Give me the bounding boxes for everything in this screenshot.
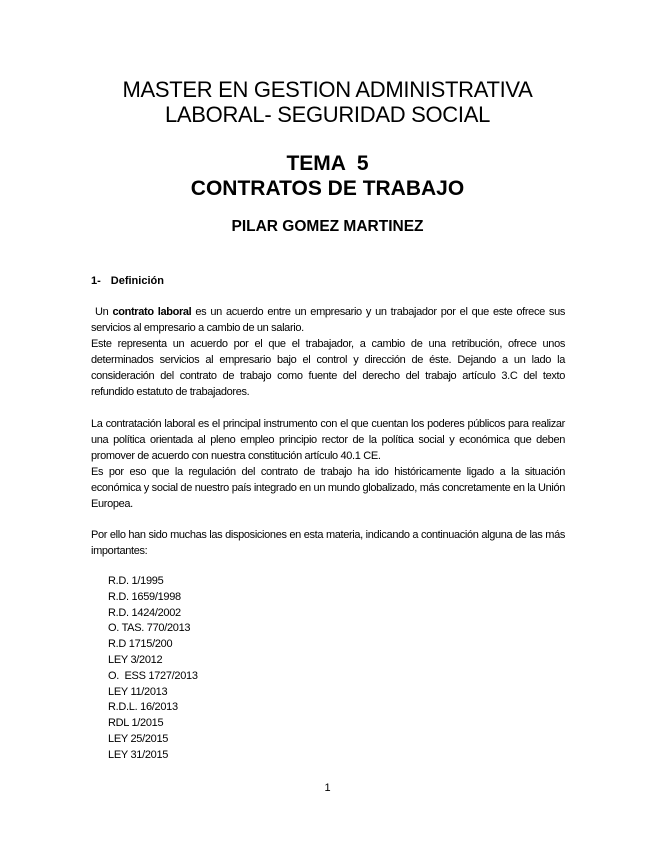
list-item: LEY 3/2012 — [108, 653, 163, 666]
section-heading — [91, 274, 164, 288]
program-title-line-2: LABORAL- SEGURIDAD SOCIAL — [164, 102, 491, 127]
norms-intro: Por ello han sido muchas las disposiciones en esta materia, indicando a continuación alguna de las más importantes: — [91, 529, 565, 557]
section-number: 1- — [91, 275, 101, 287]
definition-term: contrato laboral — [112, 306, 192, 318]
list-item: R.D 1715/200 — [108, 638, 173, 651]
page-number: 1 — [324, 782, 331, 794]
list-item: R.D. 1/1995 — [108, 575, 164, 587]
list-item: R.D. 1659/1998 — [108, 590, 181, 603]
list-item: R.D.L. 16/2013 — [108, 701, 178, 714]
definition-lead: Un — [91, 306, 113, 318]
list-item: LEY 31/2015 — [108, 748, 169, 761]
author-name: PILAR GOMEZ MARTINEZ — [231, 218, 424, 235]
tema-number: TEMA 5 — [286, 152, 369, 175]
tema-subject: CONTRATOS DE TRABAJO — [190, 177, 465, 200]
definition-sentence — [91, 304, 565, 336]
contracting-paragraph — [91, 416, 565, 512]
list-item: LEY 11/2013 — [108, 685, 168, 698]
tema-title — [0, 151, 655, 201]
list-item: LEY 25/2015 — [108, 732, 169, 745]
section-title: Definición — [110, 275, 164, 287]
norms-list — [108, 574, 198, 764]
contracting-sentence-1: La contratación laboral es el principal instrumento con el que cuentan los poderes públicos para realizar una política orientada al pleno empleo principio rector de la política social y económica que deben promover de acuerdo con nuestra constitución artículo 40.1 CE. — [91, 418, 565, 462]
list-item: RDL 1/2015 — [108, 717, 164, 730]
program-title-line-1: MASTER EN GESTION ADMINISTRATIVA — [122, 77, 533, 102]
list-item: O. TAS. 770/2013 — [108, 622, 191, 635]
list-item: O. ESS 1727/2013 — [108, 669, 198, 682]
norms-intro-paragraph — [91, 527, 565, 559]
definition-rest: es un acuerdo entre un empresario y un trabajador por el que este ofrece sus servicios al empresario a cambio de un salario. — [91, 306, 565, 334]
definition-explanation: Este representa un acuerdo por el que el trabajador, a cambio de una retribución, ofrece unos determinados servicios al empresario bajo el control y dirección de éste. Dejando a un lado la consideración del contrato de trabajo como fuente del derecho del trabajo artículo 3.C del texto refundido estatuto de trabajadores. — [91, 338, 565, 398]
definition-paragraph — [91, 304, 565, 400]
program-title — [0, 77, 655, 127]
contracting-sentence-2: Es por eso que la regulación del contrato de trabajo ha ido históricamente ligado a la situación económica y social de nuestro país integrado en un mundo globalizado, más concretamente en la Unión Europea. — [91, 466, 565, 510]
list-item: R.D. 1424/2002 — [108, 606, 181, 619]
